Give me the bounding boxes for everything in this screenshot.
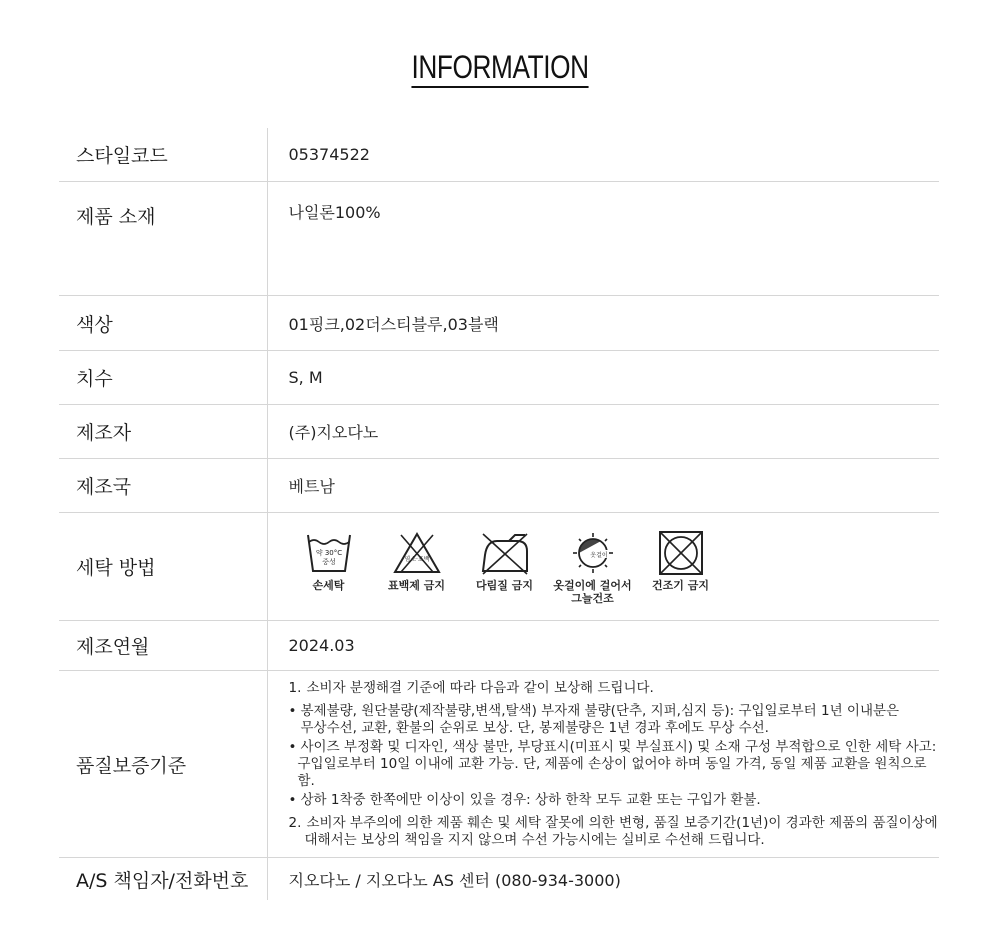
quality-item-2 xyxy=(289,815,940,849)
row-label: 치수 xyxy=(59,351,267,405)
row-value xyxy=(267,671,939,858)
bullet-line: 봉제불량, 원단불량(제작불량,변색,탈색) 부자재 불량(단추, 지퍼,심지 등): 구입일로부터 1년 이내분은 xyxy=(300,702,900,719)
row-country xyxy=(59,459,939,513)
hand-wash-icon xyxy=(306,531,352,575)
hang-dry-shade-icon xyxy=(568,531,618,575)
wash-item xyxy=(465,531,545,592)
list-number: 1. xyxy=(288,679,302,696)
wash-caption: 손세탁 xyxy=(312,578,345,592)
row-label: 제품 소재 xyxy=(59,182,267,296)
row-material xyxy=(59,182,939,296)
row-color xyxy=(59,296,939,351)
no-bleach-label: 염소·표백 xyxy=(403,555,430,563)
bullet-line: 사이즈 부정확 및 디자인, 색상 불만, 부당표시(미표시 및 부실표시) 및 소재 구성 부적합으로 인한 세탁 사고: xyxy=(300,738,937,755)
wash-caption xyxy=(553,579,631,605)
hang-dry-label: 옷걸이 xyxy=(589,551,608,559)
row-label: 제조자 xyxy=(59,405,267,459)
wash-caption: 표백제 금지 xyxy=(388,578,445,592)
wash-item xyxy=(289,531,369,592)
no-tumble-dry-icon xyxy=(656,531,706,575)
quality-item-1 xyxy=(289,680,940,697)
product-info-table xyxy=(59,128,939,900)
bullet-icon: • xyxy=(288,791,297,808)
row-label: 제조국 xyxy=(59,459,267,513)
row-value: S, M xyxy=(267,351,939,405)
row-label: A/S 책임자/전화번호 xyxy=(59,858,267,901)
list-text: 대해서는 보상의 책임을 지지 않으며 수선 가능시에는 실비로 수선해 드립니다. xyxy=(304,831,765,848)
row-value: 나일론100% xyxy=(267,182,939,296)
wash-item xyxy=(641,531,721,592)
row-value: 01핑크,02더스티블루,03블랙 xyxy=(267,296,939,351)
wash-caption-line: 옷걸이에 걸어서 xyxy=(553,578,632,592)
wash-caption: 다림질 금지 xyxy=(476,578,533,592)
section-title: INFORMATION xyxy=(411,50,588,88)
quality-bullet xyxy=(289,792,940,809)
row-label: 스타일코드 xyxy=(59,128,267,182)
quality-bullet xyxy=(289,703,940,737)
bullet-icon: • xyxy=(288,702,297,719)
quality-text xyxy=(289,680,940,849)
row-value xyxy=(267,513,939,621)
row-manufacture-date xyxy=(59,621,939,671)
wash-caption: 건조기 금지 xyxy=(652,578,709,592)
bullet-icon: • xyxy=(288,738,297,755)
row-label: 세탁 방법 xyxy=(59,513,267,621)
row-value: 2024.03 xyxy=(267,621,939,671)
hand-wash-temp: 약 30°C xyxy=(315,548,342,557)
quality-bullet xyxy=(289,739,940,790)
row-label: 품질보증기준 xyxy=(59,671,267,858)
row-value: 지오다노 / 지오다노 AS 센터 (080-934-3000) xyxy=(288,870,621,890)
bullet-line: 무상수선, 교환, 환불의 순위로 보상. 단, 봉제불량은 1년 경과 후에도 무상 수선. xyxy=(300,719,769,736)
row-manufacturer xyxy=(59,405,939,459)
list-number: 2. xyxy=(288,814,302,831)
wash-item xyxy=(377,531,457,592)
hand-wash-detergent: 중성 xyxy=(321,557,336,566)
row-label: 색상 xyxy=(59,296,267,351)
row-label: 제조연월 xyxy=(59,621,267,671)
bullet-line: 상하 1착중 한쪽에만 이상이 있을 경우: 상하 한착 모두 교환 또는 구입가 환불. xyxy=(300,791,761,808)
wash-item xyxy=(553,531,633,605)
row-size xyxy=(59,351,939,405)
wash-icons xyxy=(289,529,940,605)
row-washing xyxy=(59,513,939,621)
row-style-code xyxy=(59,128,939,182)
row-quality-standard xyxy=(59,671,939,858)
row-value: 베트남 xyxy=(267,459,939,513)
bullet-line: 구입일로부터 10일 이내에 교환 가능. 단, 제품에 손상이 없어야 하며 동일 가격, 동일 제품 교환을 원칙으로 함. xyxy=(297,755,927,789)
row-as-contact xyxy=(59,858,939,901)
row-value: (주)지오다노 xyxy=(267,405,939,459)
no-bleach-icon xyxy=(392,531,442,575)
list-text: 소비자 부주의에 의한 제품 훼손 및 세탁 잘못에 의한 변형, 품질 보증기간(1년)이 경과한 제품의 품질이상에 xyxy=(306,814,938,831)
wash-caption-line: 그늘건조 xyxy=(571,591,614,605)
list-text: 소비자 분쟁해결 기준에 따라 다음과 같이 보상해 드립니다. xyxy=(306,679,654,696)
section-title-wrap xyxy=(0,50,1000,88)
no-iron-icon xyxy=(479,531,531,575)
row-value: 05374522 xyxy=(267,128,939,182)
